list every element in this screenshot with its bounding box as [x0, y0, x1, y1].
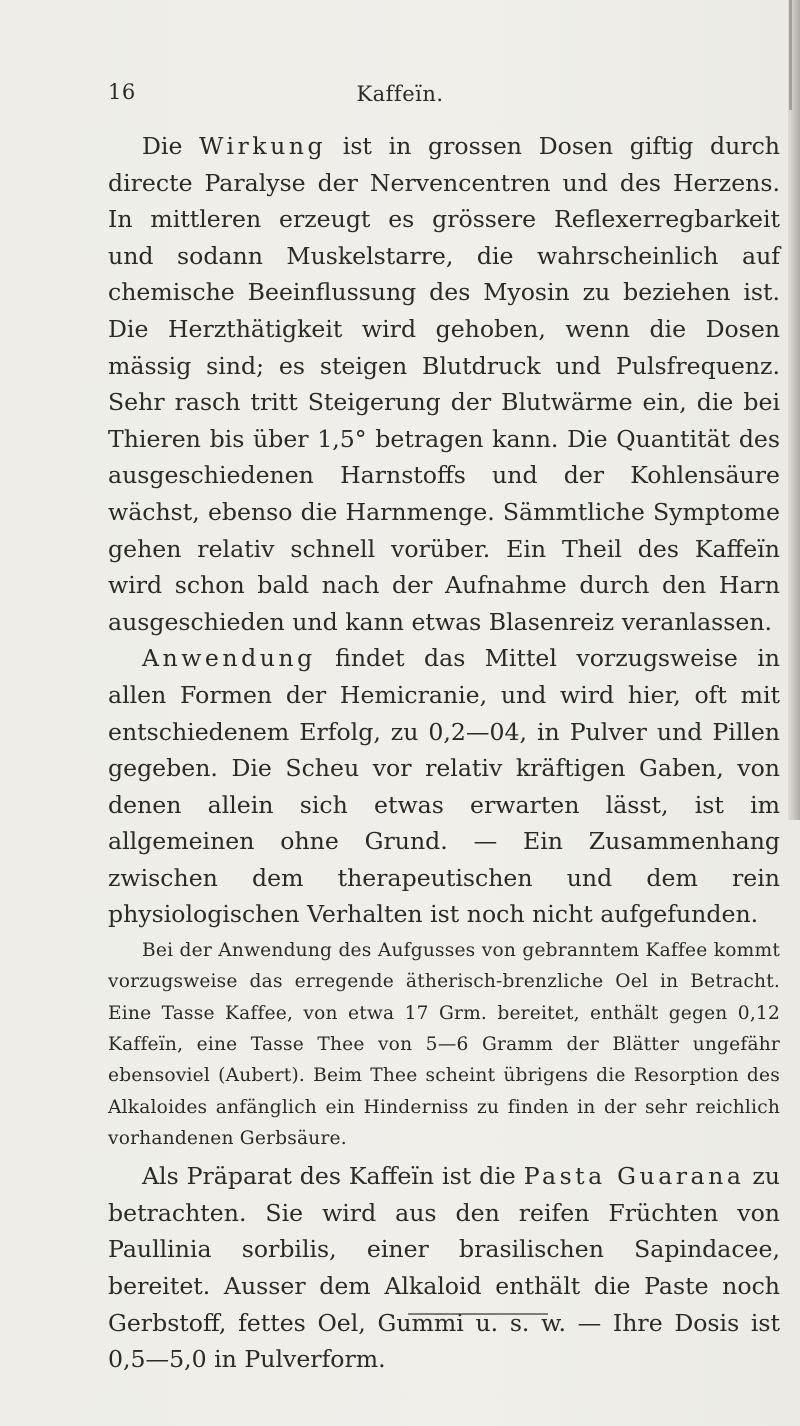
spaced-keyword-anwendung: Anwendung [142, 644, 316, 673]
paragraph-text: ist in grossen Dosen giftig durch directe Paralyse der Nervencentren und des Herzens. In mittleren erzeugt es grössere Reflexerregbarkeit und sodann Muskelstarre, die wahrscheinlich auf chemische Beeinflussung des Myosin zu beziehen ist. Die Herzthätigkeit wird gehoben, wenn die Dosen mässig sind; es steigen Blutdruck und Pulsfrequenz. Sehr rasch tritt Steigerung der Blutwärme ein, die bei Thieren bis über 1,5° betragen kann. Die Quantität des ausgeschiedenen Harnstoffs und der Kohlensäure wächst, ebenso die Harnmenge. Sämmtliche Symptome gehen relativ schnell vorüber. Ein Theil des Kaffeïn wird schon bald nach der Aufnahme durch den Harn ausgeschieden und kann etwas Blasenreiz veranlassen. [108, 132, 780, 636]
paragraph-wirkung [108, 128, 780, 640]
running-head: Kaffeïn. [356, 82, 444, 106]
paragraph-lead: Als Präparat des Kaffeïn ist die [142, 1162, 524, 1191]
paragraph-text: findet das Mittel vorzugsweise in allen Formen der Hemicranie, und wird hier, oft mit entschiedenem Erfolg, zu 0,2—04, in Pulver und Pillen gegeben. Die Scheu vor relativ kräftigen Gaben, von denen allein sich etwas erwarten lässt, ist im allgemeinen ohne Grund. — Ein Zusammenhang zwischen dem therapeutischen und dem rein physiologischen Verhalten ist noch nicht aufgefunden. [108, 644, 780, 929]
spaced-keyword-pasta-guarana: Pasta Guarana [523, 1162, 745, 1191]
paragraph-anwendung [108, 640, 780, 933]
paragraph-text: Bei der Anwendung des Aufgusses von gebranntem Kaffee kommt vorzugsweise das erregende ätherisch-brenzliche Oel in Betracht. Eine Tasse Kaffee, von etwa 17 Grm. bereitet, enthält gegen 0,12 Kaffeïn, eine Tasse Thee von 5—6 Gramm der Blätter ungefähr ebensoviel (Aubert). Beim Thee scheint übrigens die Resorption des Alkaloides anfänglich ein Hinderniss zu finden in der sehr reichlich vorhandenen Gerbsäure. [108, 940, 780, 1149]
body-text [108, 128, 780, 1378]
spaced-keyword-wirkung: Wirkung [199, 132, 327, 160]
paragraph-lead: Die [142, 132, 200, 160]
paragraph-text: zu betrachten. Sie wird aus den reifen Früchten von Paullinia sorbilis, einer brasilischen Sapindacee, bereitet. Ausser dem Alkaloid enthält die Paste noch Gerbstoff, fettes Oel, Gummi u. s. w. — Ihre Dosis ist 0,5—5,0 in Pulverform. [108, 1162, 780, 1374]
paragraph-small-print [108, 935, 780, 1154]
page-number: 16 [108, 80, 136, 104]
paragraph-praeparat [108, 1158, 780, 1378]
page-edge-shadow [788, 0, 800, 820]
closing-rule-svg [408, 1312, 548, 1316]
